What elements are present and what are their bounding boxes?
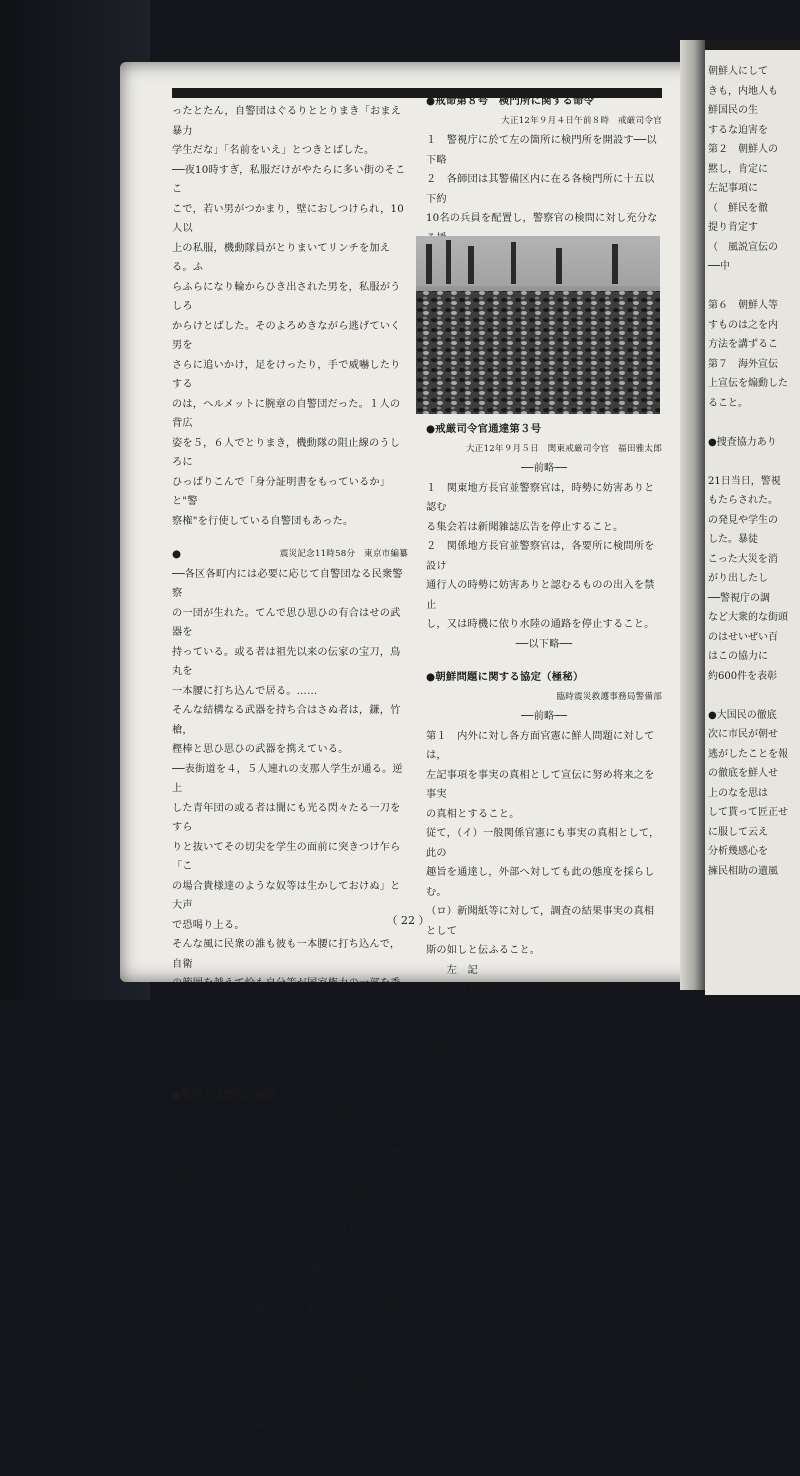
text-line: は同日早朝，庁内に最高警備本部（本部長，秦野警視 bbox=[172, 1148, 401, 1179]
section-heading-row bbox=[172, 1086, 408, 1106]
facing-text-line: 21日当日，警視 bbox=[708, 475, 781, 487]
facing-header-rule bbox=[705, 40, 800, 50]
facing-text-line: の発見や学生の bbox=[708, 514, 778, 526]
facing-text-line: した。暴徒 bbox=[708, 534, 758, 545]
text-line: １ 警視庁に於て左の箇所に検門所を開設す──以下略 bbox=[426, 135, 657, 166]
paragraph-gap bbox=[172, 1072, 408, 1086]
text-line: 通行人の時勢に妨害ありと認むるものの出入を禁止 bbox=[426, 580, 655, 611]
source-citation: 44.10.21 朝日 bbox=[341, 1089, 408, 1100]
text-line: した。これに先だち20日夜，機動隊員など５千人の警 bbox=[172, 1265, 404, 1296]
facing-text-line: （ 鮮民を徹 bbox=[708, 202, 768, 214]
text-line: 21日の「国際反戦デー」で東京の警備にあたる警視庁 bbox=[172, 1109, 404, 1140]
source-citation: 震災記念11時58分 東京市編纂 bbox=[279, 549, 408, 559]
text-line: 第１ 内外に対し各方面官憲に鮮人問題に対しては， bbox=[426, 730, 655, 761]
text-line: て危険でならぬ。 bbox=[172, 1056, 256, 1067]
section-heading-row bbox=[426, 668, 662, 688]
text-line: 一本腰に打ち込んで居る。…… bbox=[172, 685, 318, 697]
source-citation: 臨時震災救護事務局警備部 bbox=[556, 691, 662, 702]
facing-text-line: 提り肯定す bbox=[708, 222, 758, 233]
facing-text-line: ●大国民の徹底 bbox=[708, 709, 777, 721]
text-line: ──前略── bbox=[520, 711, 568, 722]
section-heading: ●都内では徹夜の検問 bbox=[172, 1088, 277, 1101]
section-heading: ●朝鮮問題に関する協定（極秘） bbox=[426, 671, 584, 683]
text-line: で恐喝り上る。 bbox=[172, 919, 245, 931]
facing-text-line: 上宣伝を煽動した bbox=[708, 378, 788, 389]
text-line: 持っている。或る者は祖先以来の伝家の宝刀，鳥丸を bbox=[172, 646, 401, 677]
facing-text-line: 朝鮮人にして bbox=[708, 66, 768, 77]
text-line: 回を行った。特に，各交番，主要交差点，会場周辺 bbox=[172, 1343, 401, 1374]
source-citation: 大正12年９月５日 関東戒厳司令官 福田雅太郎 bbox=[465, 443, 662, 454]
text-line: 学生だな」「名前をいえ」とつきとばした。 bbox=[172, 145, 375, 156]
text-line: ひっぱりこんで「身分証明書をもっているか」と"警 bbox=[172, 476, 391, 507]
right-text-column-bottom bbox=[426, 420, 662, 1078]
facing-text-line bbox=[708, 277, 798, 297]
facing-text-line: きも，内地人も bbox=[708, 85, 778, 97]
facing-text-line: がり出したし bbox=[708, 573, 768, 584]
section-heading-row bbox=[172, 545, 408, 565]
text-line: そんな風に民衆の誰も彼も一本腰に打ち込んで，自衛 bbox=[172, 939, 401, 970]
facing-text-line: もたらされた。 bbox=[708, 495, 778, 506]
text-line: １ 関東地方長官並警察官は，時勢に妨害ありと認む bbox=[426, 482, 655, 513]
section-heading: ● bbox=[172, 548, 182, 560]
facing-text-line: ──警視庁の調 bbox=[708, 592, 771, 604]
text-line: こで，若い男がつかまり，壁におしつけられ，10人以 bbox=[172, 203, 404, 234]
text-line: ──各区各町内には必要に応じて自警団なる民衆警察 bbox=[172, 568, 403, 599]
crowd-photo-image bbox=[416, 236, 660, 414]
text-line: ──表街道を４，５人連れの支那人学生が通る。逆上 bbox=[172, 763, 403, 794]
text-line: 総監）を設置，午前11時までに制，私服警官２万５千 bbox=[172, 1187, 404, 1218]
facing-text-line: に服して云え bbox=[708, 826, 768, 838]
text-line: の場合貴様達のような奴等は生かしておけぬ」と大声 bbox=[172, 880, 401, 911]
text-line: 人を都内に配置して史上空前の警備態勢をしくことに bbox=[172, 1226, 401, 1257]
facing-text-line bbox=[708, 686, 798, 706]
facing-text-line: ──中 bbox=[708, 261, 731, 272]
facing-text-line: 次に市民が朝せ bbox=[708, 729, 778, 740]
facing-text-line: するな迫害を bbox=[708, 124, 768, 136]
text-line: 官を出動させ，不審車輌や不審者の検問，繁華街の巡 bbox=[172, 1304, 401, 1335]
text-line: 斯の如しと伝ふること。 bbox=[426, 945, 541, 956]
facing-text-line: 分析幾感心を bbox=[708, 846, 768, 857]
section-heading: ●戒命第８号 検門所に関する命令 bbox=[426, 95, 595, 107]
facing-text-line: 上のなを思は bbox=[708, 787, 768, 799]
text-line: 左 記 bbox=[426, 964, 478, 976]
text-line: 姿を５，６人でとりまき，機動隊の阻止線のうしろに bbox=[172, 437, 401, 468]
facing-text-line: はこの協力に bbox=[708, 651, 768, 662]
facing-text-line: 左記事項に bbox=[708, 183, 758, 194]
text-line: 樫棒と思ひ思ひの武器を携えている。 bbox=[172, 744, 349, 755]
facing-text-line: 鮮国民の生 bbox=[708, 105, 758, 116]
facing-text-line: こった大災を消 bbox=[708, 553, 778, 565]
text-line: 日は全然危険なし，而して一般鮮人は皆極めて平穏順 bbox=[426, 1023, 655, 1054]
source-citation: 大正12年９月４日午前８時 戒厳司令官 bbox=[501, 115, 662, 126]
facing-text-line: 第６ 朝鮮人等 bbox=[708, 300, 778, 311]
text-line: 従て，（イ）一般関係官憲にも事実の真相として，此の bbox=[426, 828, 660, 859]
facing-text-line: の徹底を鮮人せ bbox=[708, 768, 778, 779]
text-line: （ロ）新聞紙等に対して，調査の結果事実の真相として bbox=[426, 906, 655, 937]
paragraph-gap bbox=[172, 531, 408, 545]
facing-text-line: 黙し，肯定に bbox=[708, 163, 768, 175]
facing-text-line: のはせいぜい百 bbox=[708, 631, 778, 643]
text-line: 上の私服，機動隊員がとりまいてリンチを加える。ふ bbox=[172, 242, 391, 273]
section-heading-row bbox=[426, 420, 662, 440]
text-line: 左記事項を事実の真相として宣伝に努め将来之を事実 bbox=[426, 769, 655, 800]
text-line: した青年団の或る者は闇にも光る閃々たる一刀をすら bbox=[172, 802, 401, 833]
facing-text-line: 第７ 海外宣伝 bbox=[708, 358, 778, 370]
facing-text-line bbox=[708, 452, 798, 472]
facing-page-text bbox=[708, 62, 798, 881]
text-line: 見をねらって一斉検索を実施した。５千人で事前に検 bbox=[172, 1421, 401, 1452]
text-line: さらに追いかけ，足をけったり，手で威嚇したりする bbox=[172, 359, 401, 390]
text-line: 10名の兵員を配置し，警察官の検問に対し充分な bbox=[426, 213, 658, 224]
facing-text-line: 擁民相助の遺風 bbox=[708, 865, 778, 877]
facing-text-line: など大衆的な街頭 bbox=[708, 612, 788, 623]
text-line: らふらになり輪からひき出された男を，私服がうしろ bbox=[172, 281, 401, 312]
text-line: からけとばした。そのよろめきながら逃げていく男を bbox=[172, 320, 401, 351]
text-line: 朝鮮人の暴行せむとしたる事例は多少ありたるも，今 bbox=[426, 984, 645, 1015]
text-line: そんな結構なる武器を持ち合はさぬ者は，鎌，竹槍， bbox=[172, 705, 401, 736]
text-line: ──以下略── bbox=[515, 638, 573, 650]
section-heading-row bbox=[426, 92, 662, 112]
text-line: ──前略── bbox=[520, 463, 568, 474]
text-line: 趣旨を通達し，外部へ対しても此の態度を採らしむ。 bbox=[426, 867, 655, 898]
text-line: 索をするのは始めて。……… bbox=[172, 1460, 307, 1471]
facing-text-line: 逃がしたことを報 bbox=[708, 748, 788, 760]
page-number: （ 22 ） bbox=[386, 914, 430, 927]
left-text-column bbox=[172, 102, 408, 1476]
text-line: し，又は時機に依り水陸の通路を停止すること。 bbox=[426, 619, 655, 630]
facing-text-line: ●捜査協力あり bbox=[708, 436, 777, 448]
paragraph-gap bbox=[426, 654, 662, 668]
facing-text-line: 第２ 朝鮮人の bbox=[708, 144, 778, 155]
text-line: 察権"を行使している自警団もあった。 bbox=[172, 515, 354, 527]
facing-text-line: ること。 bbox=[708, 397, 748, 409]
text-line: のは，ヘルメットに腕章の自警団だった。１人の背広 bbox=[172, 398, 401, 429]
facing-text-line: （ 風説宣伝の bbox=[708, 241, 778, 253]
text-line: の一団が生れた。てんで思ひ思ひの有合はせの武器を bbox=[172, 607, 401, 638]
text-line: や新宿など当日混乱のおそれが強い繁華街で10数の発 bbox=[172, 1382, 404, 1413]
text-line: の真相とすること。 bbox=[426, 808, 520, 820]
text-line: 良なり。 bbox=[426, 1062, 468, 1073]
facing-text-line: 約600件を表彰 bbox=[708, 670, 778, 682]
text-line: ２ 関係地方長官並警察官は，各要所に検問所を設け bbox=[426, 541, 655, 572]
text-line: る集会若は新聞雑誌広告を停止すること。 bbox=[426, 521, 624, 533]
text-line: りと抜いてその切尖を学生の面前に突きつけ乍ら「こ bbox=[172, 841, 401, 872]
facing-text-line: すものは之を内 bbox=[708, 319, 778, 331]
crowd-photo bbox=[416, 236, 660, 414]
facing-text-line: 方法を講ずるこ bbox=[708, 339, 778, 350]
text-line: られたかの如く，時やかに自任して御座るので実に以 bbox=[172, 1017, 401, 1048]
section-heading: ●戒厳司令官通達第３号 bbox=[426, 423, 542, 435]
text-line: ２ 各師団は其警備区内に在る各検門所に十五以下約 bbox=[426, 174, 655, 205]
facing-text-line bbox=[708, 413, 798, 433]
text-line: の範囲を越えて恰も自分等が国家権力の一部を委任せ bbox=[172, 978, 401, 1009]
facing-text-line: して貰って匠正せ bbox=[708, 807, 788, 818]
text-line: ったとたん，自警団はぐるりととりまき「おまえ暴力 bbox=[172, 106, 402, 137]
text-line: ──夜10時すぎ，私服だけがやたらに多い街のそここ bbox=[172, 164, 406, 195]
